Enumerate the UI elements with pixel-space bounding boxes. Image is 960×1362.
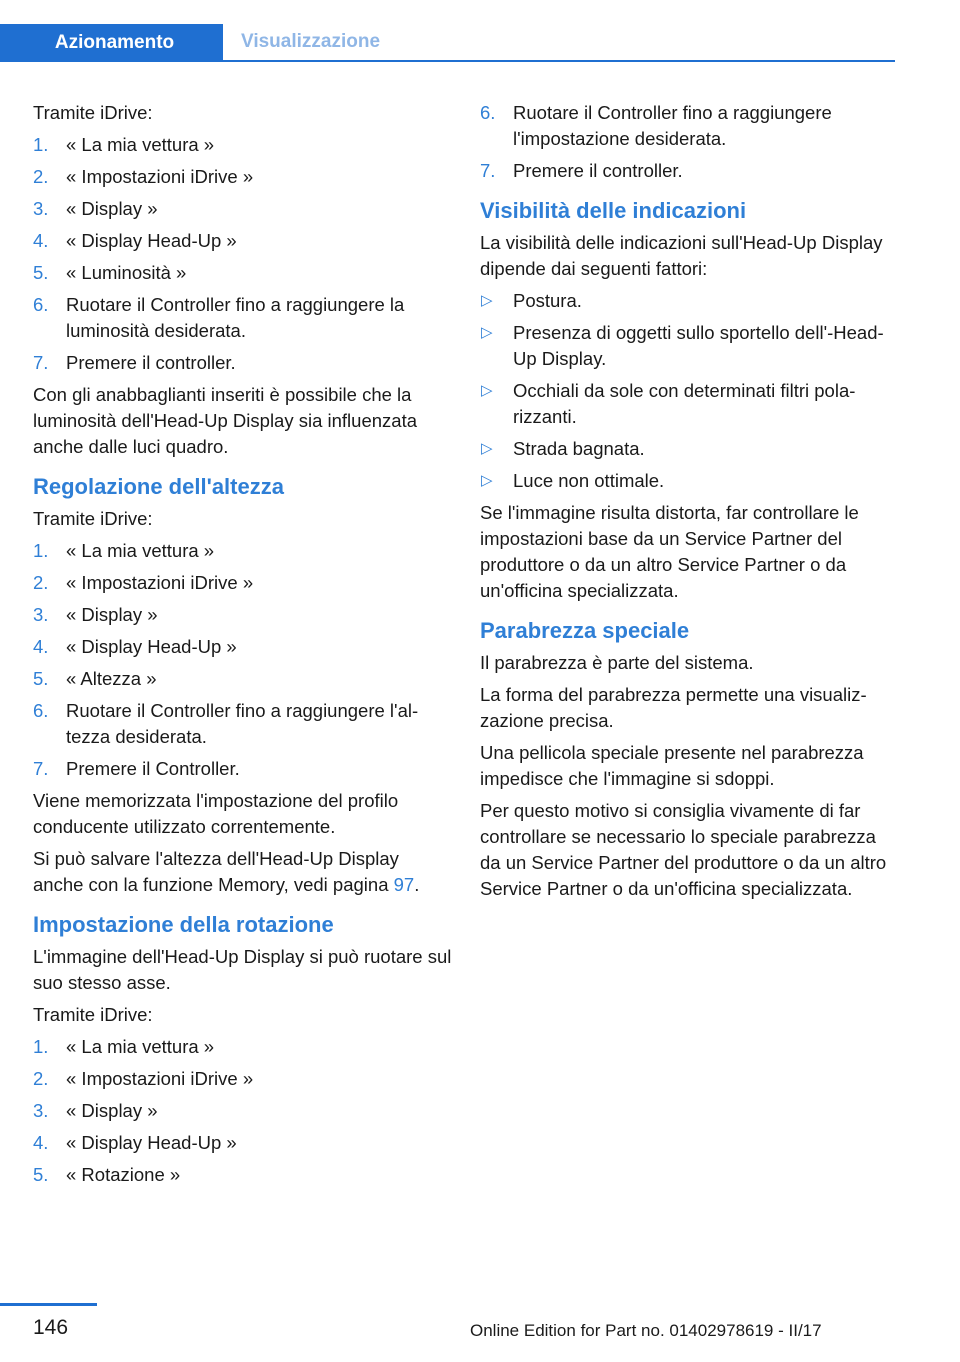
list-item: [480, 378, 900, 430]
body-paragraph: Per questo motivo si consiglia vivamente di far controllare se necessario lo speciale parabrezza da un Service Partner del produttore o da un altro Service Partner o da un'officina specializzata.: [480, 800, 887, 899]
list-item: [480, 320, 900, 372]
body-paragraph: Viene memorizzata l'impostazione del profilo conducente utilizzato correntemente.: [33, 790, 399, 837]
step-text: « Impostazioni iDrive »: [66, 166, 254, 187]
step-number: 3.: [33, 604, 49, 625]
step-number: 2.: [33, 166, 49, 187]
step-text: « Impostazioni iDrive »: [66, 572, 254, 593]
step-number: 1.: [33, 1036, 49, 1057]
edition-footer: Online Edition for Part no. 01402978619 - II/17: [470, 1321, 822, 1340]
step-text: Ruotare il Controller fino a raggiungere l'impostazione desiderata.: [513, 102, 832, 149]
step-number: 6.: [33, 700, 49, 721]
page-header: [0, 0, 895, 62]
step-number: 7.: [480, 160, 496, 181]
step-text: « La mia vettura »: [66, 134, 215, 155]
step-number: 4.: [33, 1132, 49, 1153]
list-item: [33, 698, 453, 750]
step-number: 4.: [33, 230, 49, 251]
step-text: Ruotare il Controller fino a raggiungere la luminosità desiderata.: [66, 294, 405, 341]
list-item: [33, 350, 453, 376]
steps-list-rotation: [33, 1034, 453, 1188]
intro-text: Tramite iDrive:: [33, 508, 153, 529]
bullet-text: Occhiali da sole con determinati filtri polarizzanti.: [513, 380, 856, 427]
list-item: [33, 602, 453, 628]
list-item: [480, 468, 900, 494]
list-item: [33, 666, 453, 692]
list-item: [33, 756, 453, 782]
intro-text: Tramite iDrive:: [33, 1004, 153, 1025]
right-column: [480, 100, 900, 908]
steps-list-brightness: [33, 132, 453, 376]
memory-text-end: .: [414, 874, 420, 895]
list-item: [33, 1098, 453, 1124]
step-text: Premere il Controller.: [66, 758, 240, 779]
section-heading-rotation: Impostazione della rotazione: [33, 912, 334, 937]
list-item: [33, 1162, 453, 1188]
section-heading-windshield: Parabrezza speciale: [480, 618, 690, 643]
list-item: [480, 158, 900, 184]
step-number: 6.: [33, 294, 49, 315]
step-text: « Display »: [66, 1100, 158, 1121]
step-number: 2.: [33, 572, 49, 593]
step-number: 4.: [33, 636, 49, 657]
body-paragraph: La forma del parabrezza permette una visualizzazione precisa.: [480, 684, 867, 731]
body-paragraph-memory: [33, 846, 453, 898]
triangle-right-icon: ▷: [481, 382, 493, 399]
step-number: 7.: [33, 352, 49, 373]
tab-azionamento[interactable]: Azionamento: [0, 24, 223, 62]
list-item: [33, 260, 453, 286]
step-text: Premere il controller.: [66, 352, 236, 373]
list-item: [33, 634, 453, 660]
step-number: 1.: [33, 134, 49, 155]
step-number: 5.: [33, 668, 49, 689]
list-item: [33, 538, 453, 564]
page-reference-link[interactable]: 97: [393, 874, 415, 895]
step-number: 5.: [33, 262, 49, 283]
step-number: 1.: [33, 540, 49, 561]
step-text: Ruotare il Controller fino a raggiungere l'altezza desiderata.: [66, 700, 419, 747]
body-paragraph: Se l'immagine risulta distorta, far controllare le impostazioni base da un Service Partner del produttore o da un altro Service Partner o da un'officina specializzata.: [480, 502, 859, 601]
step-number: 7.: [33, 758, 49, 779]
list-item: [480, 100, 900, 152]
left-column: [33, 100, 453, 1194]
list-item: [33, 1130, 453, 1156]
section-heading-visibility: Visibilità delle indicazioni: [480, 198, 747, 223]
list-item: [480, 288, 900, 314]
step-text: « Display »: [66, 198, 158, 219]
intro-text: Tramite iDrive:: [33, 102, 153, 123]
triangle-right-icon: ▷: [481, 440, 493, 457]
list-item: [33, 132, 453, 158]
bullet-text: Presenza di oggetti sullo sportello dell'-Head-Up Display.: [513, 322, 884, 369]
factors-bullet-list: [480, 288, 900, 494]
list-item: [33, 164, 453, 190]
bullet-text: Postura.: [513, 290, 582, 311]
step-text: « Display »: [66, 604, 158, 625]
body-paragraph: L'immagine dell'Head-Up Display si può ruotare sul suo stesso asse.: [33, 946, 452, 993]
header-divider: [0, 60, 895, 62]
step-text: « Display Head-Up »: [66, 636, 237, 657]
section-heading-height: Regolazione dell'altezza: [33, 474, 284, 499]
tab-visualizzazione[interactable]: Visualizzazione: [223, 24, 895, 60]
step-number: 2.: [33, 1068, 49, 1089]
triangle-right-icon: ▷: [481, 472, 493, 489]
triangle-right-icon: ▷: [481, 324, 493, 341]
step-number: 5.: [33, 1164, 49, 1185]
body-paragraph: Con gli anabbaglianti inseriti è possibile che la luminosità dell'Head-Up Display sia influenzata anche dalle luci quadro.: [33, 384, 418, 457]
footer-divider: [0, 1303, 97, 1306]
list-item: [480, 436, 900, 462]
body-paragraph: Il parabrezza è parte del sistema.: [480, 652, 754, 673]
list-item: [33, 292, 453, 344]
step-number: 6.: [480, 102, 496, 123]
step-text: Premere il controller.: [513, 160, 683, 181]
steps-list-rotation-continued: [480, 100, 900, 184]
step-text: « Luminosità »: [66, 262, 187, 283]
step-text: « La mia vettura »: [66, 540, 215, 561]
steps-list-height: [33, 538, 453, 782]
step-text: « Display Head-Up »: [66, 1132, 237, 1153]
bullet-text: Luce non ottimale.: [513, 470, 665, 491]
list-item: [33, 196, 453, 222]
triangle-right-icon: ▷: [481, 292, 493, 309]
bullet-text: Strada bagnata.: [513, 438, 645, 459]
list-item: [33, 570, 453, 596]
list-item: [33, 1034, 453, 1060]
step-text: « Altezza »: [66, 668, 157, 689]
body-paragraph: Una pellicola speciale presente nel parabrezza impedisce che l'immagine si sdoppi.: [480, 742, 864, 789]
step-text: « Rotazione »: [66, 1164, 181, 1185]
step-text: « Display Head-Up »: [66, 230, 237, 251]
list-item: [33, 228, 453, 254]
step-number: 3.: [33, 198, 49, 219]
step-text: « La mia vettura »: [66, 1036, 215, 1057]
body-paragraph: La visibilità delle indicazioni sull'Head-Up Display dipende dai seguenti fattori:: [480, 232, 883, 279]
step-text: « Impostazioni iDrive »: [66, 1068, 254, 1089]
page-number: 146: [33, 1316, 69, 1339]
list-item: [33, 1066, 453, 1092]
step-number: 3.: [33, 1100, 49, 1121]
memory-text: Si può salvare l'altezza dell'Head-Up Display anche con la funzione Memory, vedi pagina: [33, 848, 399, 895]
